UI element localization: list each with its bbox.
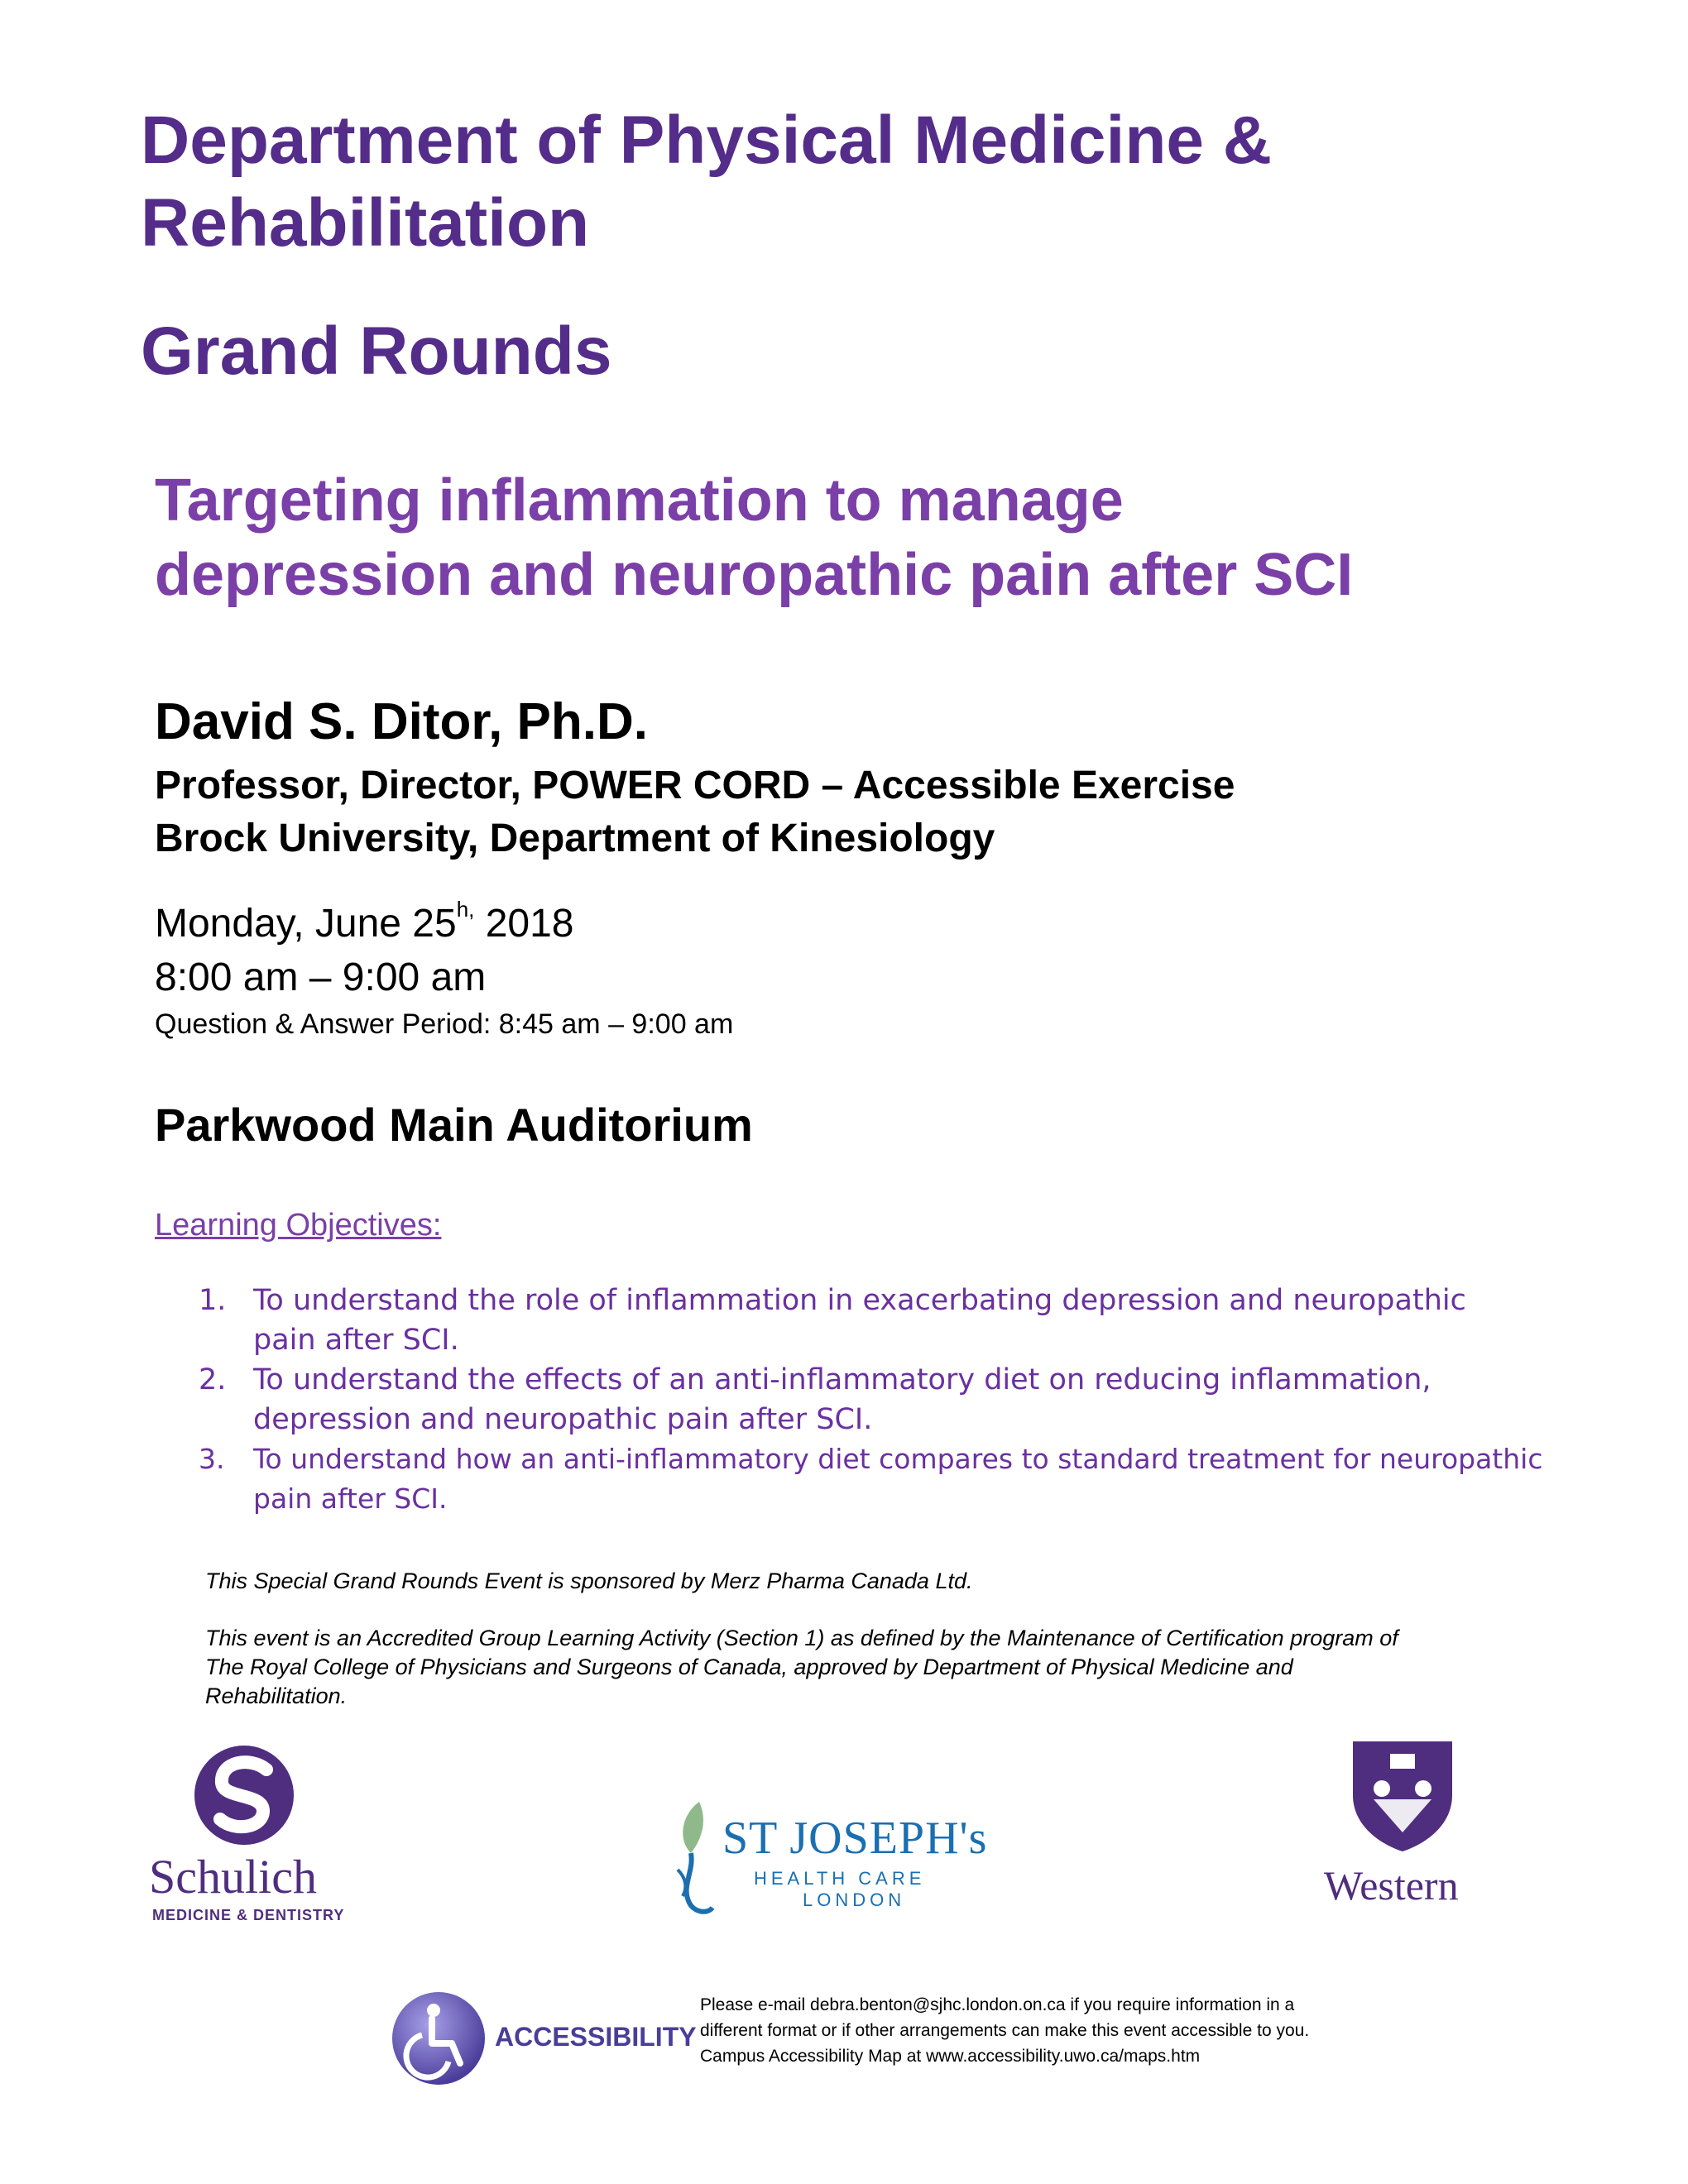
list-item-text: To understand the role of inflammation in exacerbating depression and neuropathic (253, 1284, 1466, 1317)
western-crest-icon (1349, 1737, 1456, 1853)
department-title (141, 99, 1647, 265)
accreditation-note (205, 1624, 1546, 1711)
qa-period: Question & Answer Period: 8:45 am – 9:00 am (155, 1008, 734, 1040)
event-date (155, 899, 574, 949)
series-title: Grand Rounds (141, 314, 612, 389)
list-item-text-cont: depression and neuropathic pain after SCI. (253, 1403, 873, 1436)
talk-title (155, 463, 1661, 612)
schulich-subtitle: MEDICINE & DENTISTRY (152, 1907, 345, 1923)
event-date-suffix: h, (456, 897, 475, 922)
list-item-text: To understand the effects of an anti-inflammatory diet on reducing inflammation, (253, 1363, 1431, 1396)
wheelchair-icon (389, 1989, 488, 2088)
talk-title-line2: depression and neuropathic pain after SCI (155, 542, 1354, 608)
list-item (199, 1281, 1556, 1360)
leaf-figure-icon (666, 1795, 724, 1919)
accessibility-logo (389, 1989, 697, 2088)
stjoseph-subtitle1: HEALTH CARE (754, 1868, 926, 1889)
talk-title-line1: Targeting inflammation to manage (155, 467, 1124, 534)
speaker-role (155, 759, 1235, 865)
speaker-role-line1: Professor, Director, POWER CORD – Accessible Exercise (155, 764, 1235, 807)
accreditation-line3: Rehabilitation. (205, 1684, 348, 1708)
western-name: Western (1324, 1862, 1459, 1909)
contact-line1: Please e-mail debra.benton@sjhc.london.on.ca if you require information in a (700, 1995, 1295, 2014)
contact-note (700, 1992, 1652, 2069)
accreditation-line1: This event is an Accredited Group Learning Activity (Section 1) as defined by the Maintenance of Certification program of (205, 1626, 1398, 1650)
schulich-name: Schulich (149, 1850, 317, 1904)
accessibility-label: ACCESSIBILITY (495, 2022, 697, 2052)
department-title-line2: Rehabilitation (141, 185, 590, 261)
event-date-year: 2018 (474, 902, 574, 946)
list-item (199, 1360, 1556, 1439)
schulich-s-icon (190, 1741, 298, 1849)
venue: Parkwood Main Auditorium (155, 1099, 753, 1151)
department-title-line1: Department of Physical Medicine & (141, 103, 1273, 178)
learning-objectives-list (199, 1281, 1556, 1519)
list-item-text: To understand how an anti-inflammatory diet compares to standard treatment for neuropathic (253, 1443, 1543, 1475)
accreditation-line2: The Royal College of Physicians and Surgeons of Canada, approved by Department of Physical Medicine and (205, 1655, 1293, 1679)
speaker-affiliation: Brock University, Department of Kinesiology (155, 817, 995, 860)
learning-objectives-heading: Learning Objectives: (155, 1208, 442, 1243)
stjoseph-name: ST JOSEPH's (722, 1813, 988, 1864)
event-time: 8:00 am – 9:00 am (155, 956, 487, 999)
list-item-number: 1. (199, 1284, 227, 1317)
stjoseph-logo (666, 1795, 988, 1919)
schulich-logo (149, 1741, 364, 1923)
sponsor-note: This Special Grand Rounds Event is sponsored by Merz Pharma Canada Ltd. (205, 1569, 973, 1593)
contact-line2: different format or if other arrangements can make this event accessible to you. (700, 2021, 1310, 2040)
list-item-text-cont: pain after SCI. (253, 1482, 448, 1515)
list-item-number: 2. (199, 1363, 227, 1396)
western-logo (1324, 1737, 1489, 1919)
list-item-text-cont: pain after SCI. (253, 1324, 459, 1357)
list-item-number: 3. (199, 1443, 225, 1475)
event-date-prefix: Monday, June 25 (155, 902, 457, 946)
contact-line3: Campus Accessibility Map at www.accessibility.uwo.ca/maps.htm (700, 2047, 1201, 2066)
speaker-name: David S. Ditor, Ph.D. (155, 693, 648, 750)
list-item (199, 1439, 1556, 1519)
stjoseph-subtitle2: LONDON (803, 1889, 906, 1910)
